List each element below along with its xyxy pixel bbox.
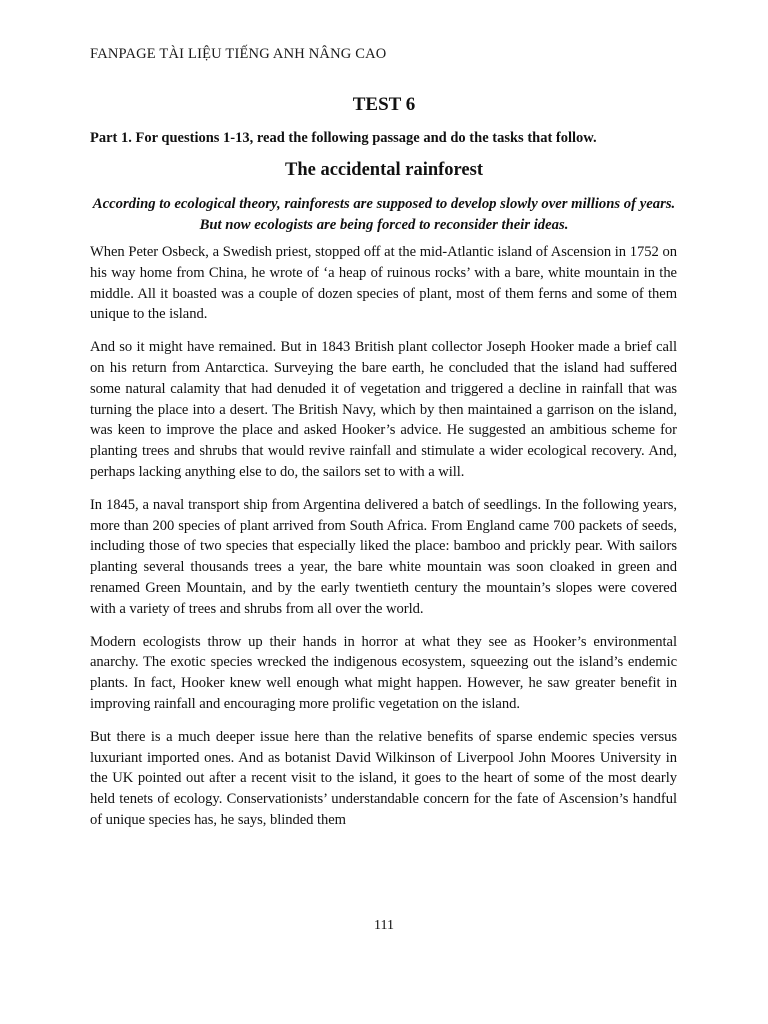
passage-subtitle: According to ecological theory, rainforests are supposed to develop slowly over millions of years. But now ecologists are being forced to reconsider their ideas. xyxy=(92,196,676,233)
passage-title: The accidental rainforest xyxy=(285,160,483,180)
part-instruction: Part 1. For questions 1-13, read the following passage and do the tasks that follow. xyxy=(90,130,597,146)
page-number: 111 xyxy=(374,918,394,933)
test-title: TEST 6 xyxy=(352,94,416,115)
passage-body xyxy=(90,242,677,843)
paragraph-5: But there is a much deeper issue here than the relative benefits of sparse endemic species versus luxuriant imported ones. And as botanist David Wilkinson of Liverpool John Moores University in the UK pointed out after a recent visit to the island, it goes to the heart of some of the most dearly held tenets of ecology. Conservationists’ understandable concern for the fate of Ascension’s handful of unique species has, he says, blinded them xyxy=(90,728,677,828)
running-header: FANPAGE TÀI LIỆU TIẾNG ANH NÂNG CAO xyxy=(90,46,387,62)
paragraph-2: And so it might have remained. But in 1843 British plant collector Joseph Hooker made a brief call on his return from Antarctica. Surveying the bare earth, he concluded that the island had suffered some natural calamity that had denuded it of vegetation and triggered a decline in rainfall that was turning the place into a desert. The British Navy, which by then maintained a garrison on the island, was keen to improve the place and asked Hooker’s advice. He suggested an ambitious scheme for planting trees and shrubs that would revive rainfall and stimulate a wider ecological recovery. And, perhaps lacking anything else to do, the sailors set to with a will. xyxy=(90,339,677,480)
paragraph-1: When Peter Osbeck, a Swedish priest, stopped off at the mid-Atlantic island of Ascension in 1752 on his way home from China, he wrote of ‘a heap of ruinous rocks’ with a bare, white mountain in the middle. All it boasted was a couple of dozen species of plant, most of them ferns and some of them unique to the island. xyxy=(90,244,677,323)
paragraph-3: In 1845, a naval transport ship from Argentina delivered a batch of seedlings. In the following years, more than 200 species of plant arrived from South Africa. From England came 700 packets of seeds, including those of two species that especially liked the place: bamboo and prickly pear. With sailors planting several thousands trees a year, the bare white mountain was soon cloaked in green and renamed Green Mountain, and by the early twentieth century the mountain’s slopes were covered with a variety of trees and shrubs from all over the world. xyxy=(90,496,677,617)
paragraph-4: Modern ecologists throw up their hands in horror at what they see as Hooker’s environmental anarchy. The exotic species wrecked the indigenous ecosystem, squeezing out the island’s endemic plants. In fact, Hooker knew well enough what might happen. However, he saw greater benefit in improving rainfall and encouraging more prolific vegetation on the island. xyxy=(90,633,677,712)
